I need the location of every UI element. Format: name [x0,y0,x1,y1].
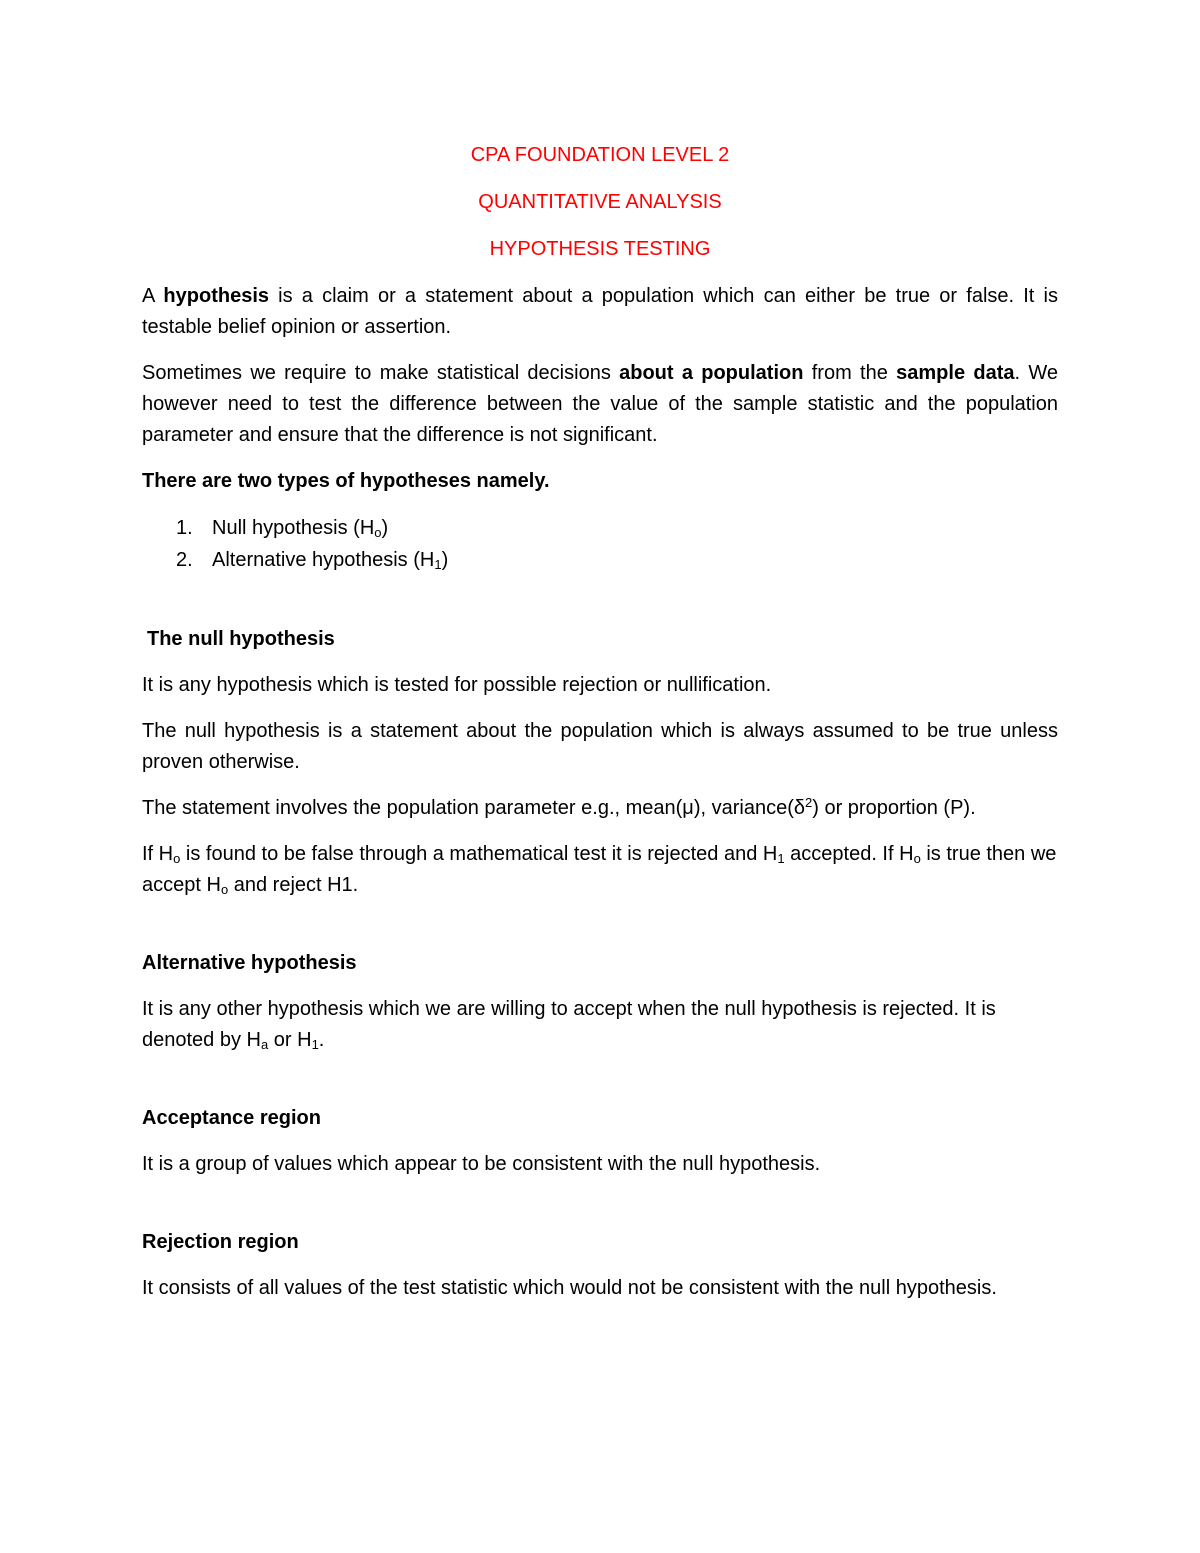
acceptance-paragraph-1: It is a group of values which appear to be consistent with the null hypothesis. [142,1153,821,1175]
subscript: o [220,882,229,897]
text-run: Sometimes we require to make statistical decisions [142,362,620,384]
text-run: is a claim or a statement about a population which can either be true or false. It is testable belief opinion or assertion. [142,285,1058,338]
null-paragraph-4 [142,839,1058,901]
subscript: o [374,525,382,540]
text-run: and reject H1. [228,874,359,896]
subscript: o [913,851,921,866]
spacer [142,1071,1058,1103]
null-paragraph-3 [142,793,1058,824]
intro-paragraph-2 [142,358,1058,451]
types-heading: There are two types of hypotheses namely. [142,470,550,492]
superscript: 2 [805,795,813,810]
rejection-paragraph-1: It consists of all values of the test statistic which would not be consistent with the null hypothesis. [142,1277,997,1299]
subscript: a [260,1037,269,1052]
intro-paragraph-1 [142,281,1058,343]
rejection-region-heading: Rejection region [142,1231,299,1253]
subscript: 1 [434,557,442,572]
hypothesis-types-list [142,512,1058,576]
text-run: is found to be false through a mathematical test it is rejected and H [180,843,778,865]
list-text: Null hypothesis (H [212,517,375,539]
list-number: 2. [176,549,193,571]
bold-term: about a population [619,362,804,384]
null-paragraph-2: The null hypothesis is a statement about the population which is always assumed to be true unless proven otherwise. [142,720,1058,773]
title-line-2: QUANTITATIVE ANALYSIS [478,191,722,213]
spacer [142,1195,1058,1227]
list-item [142,512,1058,544]
text-run: or H [268,1029,312,1051]
title-line-3: HYPOTHESIS TESTING [489,238,711,260]
text-run: from the [803,362,897,384]
text-run: ) or proportion (P). [812,797,976,819]
alternative-hypothesis-heading: Alternative hypothesis [142,952,357,974]
bold-term: sample data [896,362,1015,384]
document-content [142,140,1058,1319]
text-run: If H [142,843,174,865]
alternative-paragraph-1 [142,994,1058,1056]
text-run: accepted. If H [784,843,914,865]
text-run: . We however need to test the difference between the value of the sample statistic and the population parameter and ensure that the difference is not significant. [142,362,1058,446]
text-run: The statement involves the population parameter e.g., mean(μ), variance(δ [142,797,805,819]
bold-term: hypothesis [163,285,269,307]
text-run: A [142,285,164,307]
text-run: . [318,1029,325,1051]
list-text: Alternative hypothesis (H [212,549,435,571]
list-number: 1. [176,517,193,539]
subscript: 1 [777,851,785,866]
text-run: It is any other hypothesis which we are willing to accept when the null hypothesis is rejected. It is denoted by H [142,998,996,1051]
null-hypothesis-heading: The null hypothesis [147,628,335,650]
list-text: ) [441,549,449,571]
acceptance-region-heading: Acceptance region [142,1107,321,1129]
list-item [142,544,1058,576]
null-paragraph-1: It is any hypothesis which is tested for possible rejection or nullification. [142,674,772,696]
list-text: ) [381,517,389,539]
spacer [142,576,1058,624]
subscript: 1 [311,1037,319,1052]
spacer [142,916,1058,948]
text-run: is true then we accept H [142,843,1057,896]
subscript: o [173,851,181,866]
title-line-1: CPA FOUNDATION LEVEL 2 [470,144,730,166]
